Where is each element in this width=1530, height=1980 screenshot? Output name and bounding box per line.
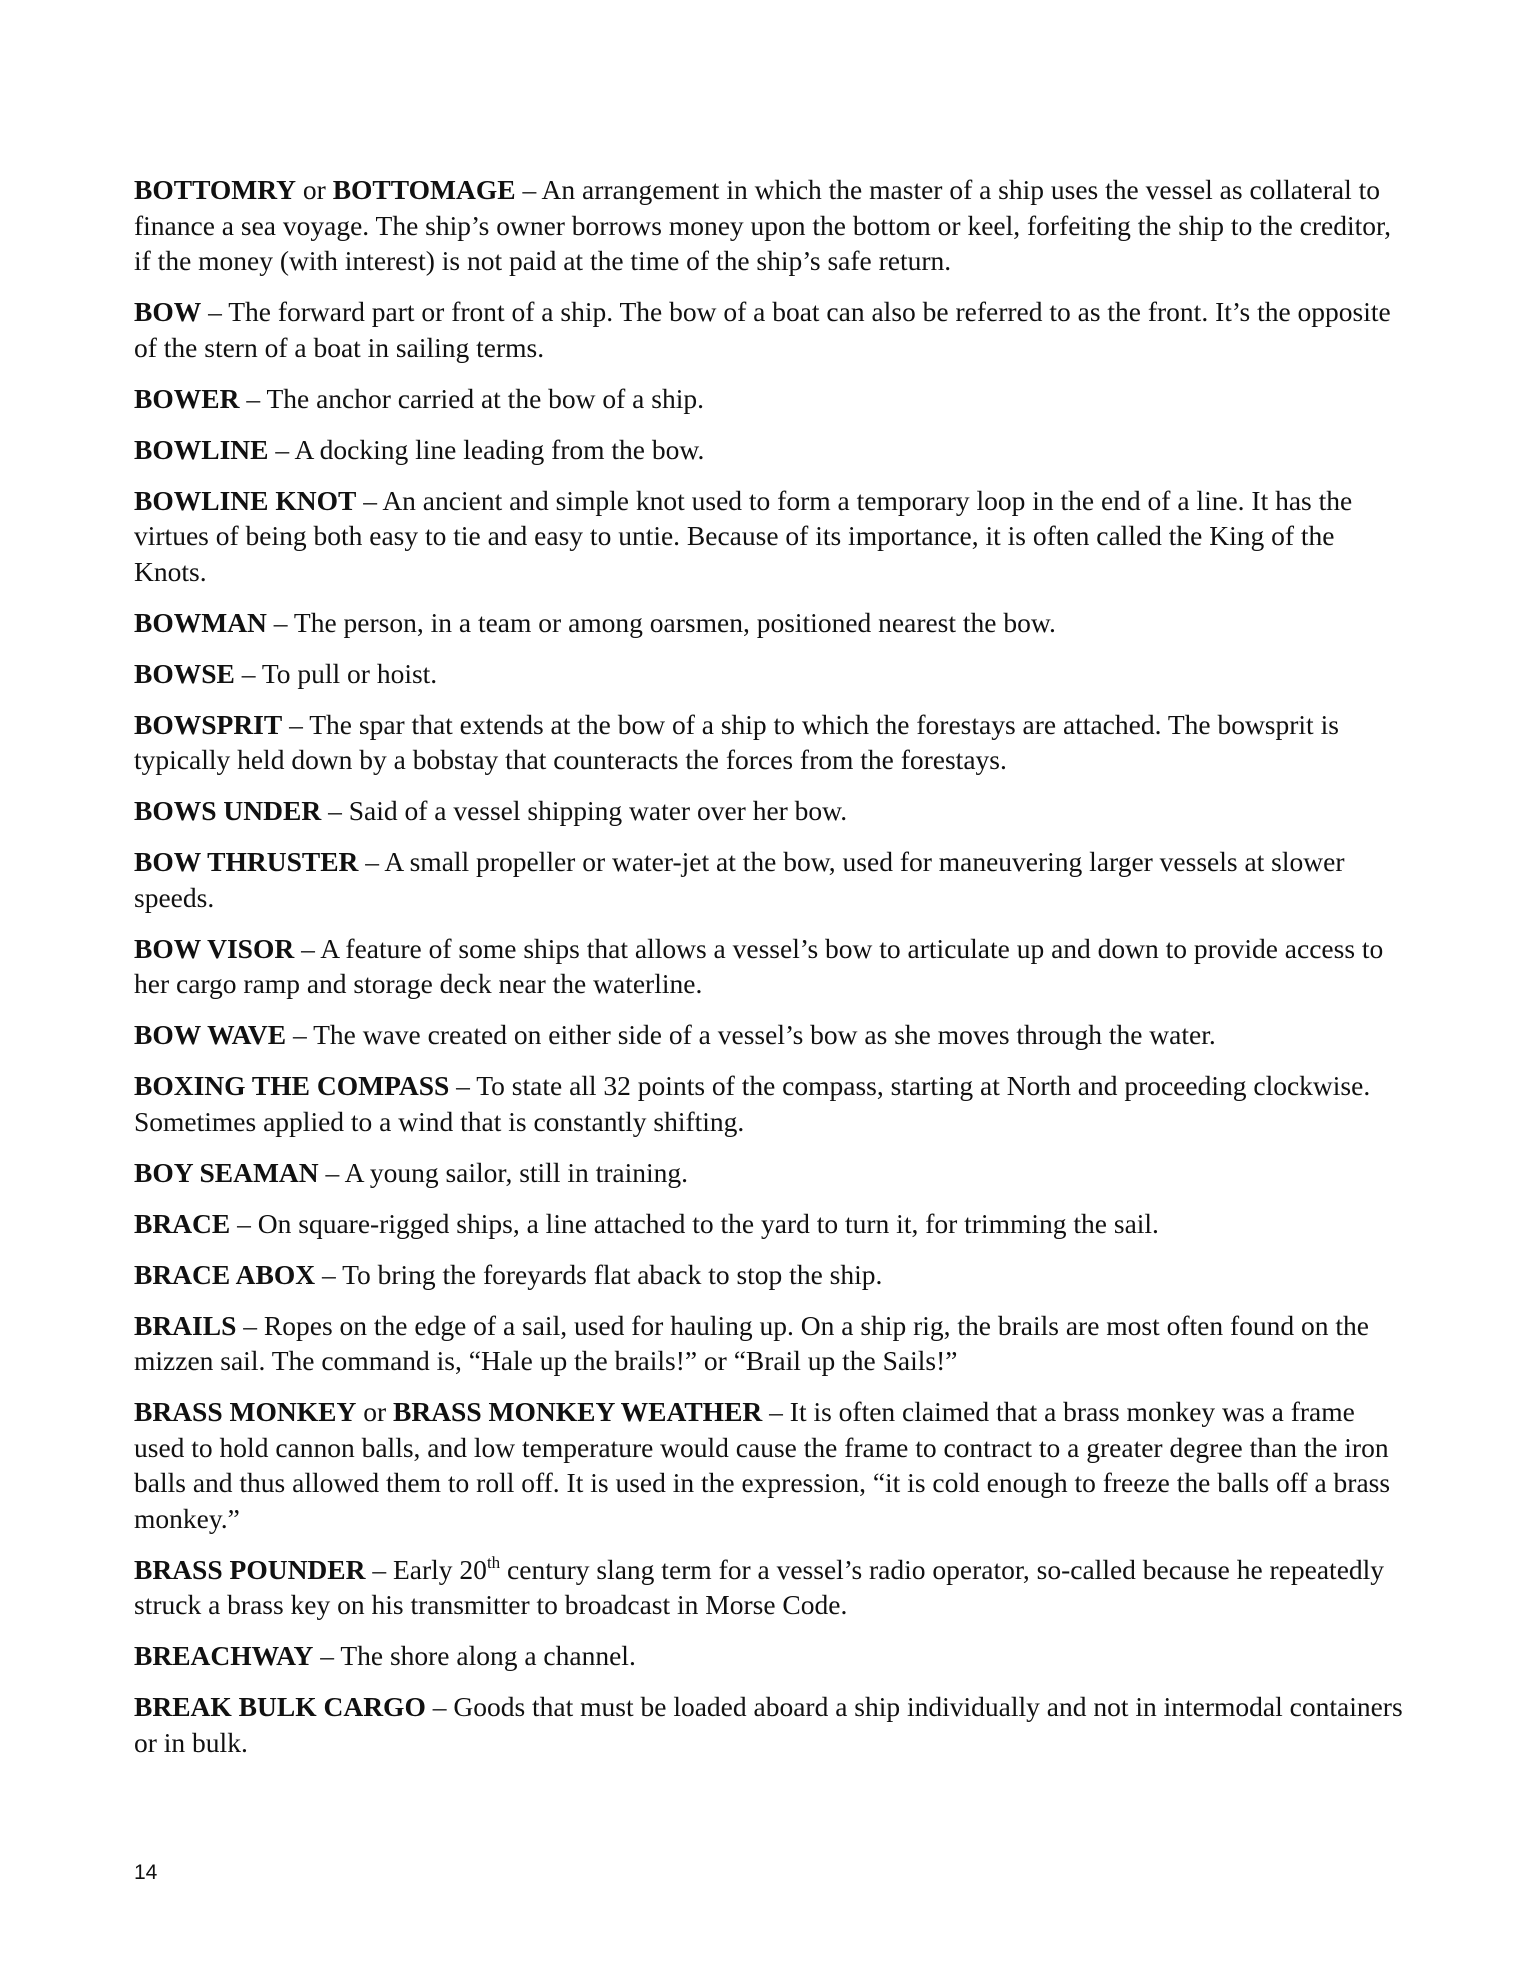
- definition-text: – Early 20: [365, 1553, 487, 1585]
- definition-text: – The anchor carried at the bow of a ship.: [239, 382, 704, 414]
- glossary-entry: [134, 1689, 1404, 1760]
- glossary-entry: [134, 1155, 1404, 1191]
- superscript-text: th: [486, 1552, 501, 1572]
- glossary-term: BRASS POUNDER: [134, 1553, 366, 1585]
- definition-text: – To bring the foreyards flat aback to stop the ship.: [315, 1258, 883, 1290]
- glossary-entry: [134, 381, 1404, 417]
- glossary-entry: [134, 483, 1404, 590]
- definition-text: – A young sailor, still in training.: [318, 1156, 689, 1188]
- definition-text: or: [296, 174, 333, 205]
- glossary-entry: [134, 656, 1404, 692]
- definition-text: – The person, in a team or among oarsmen, positioned nearest the bow.: [266, 606, 1056, 638]
- glossary-entry: [134, 844, 1404, 915]
- glossary-term: BREAK BULK CARGO: [134, 1691, 426, 1722]
- definition-text: – The shore along a channel.: [313, 1640, 636, 1671]
- definition-text: – To pull or hoist.: [234, 657, 438, 689]
- glossary-term: BOWSPRIT: [134, 708, 283, 740]
- glossary-term: BRASS MONKEY: [134, 1396, 357, 1427]
- definition-text: – A docking line leading from the bow.: [268, 433, 705, 465]
- page-number: 14: [134, 1861, 158, 1884]
- definition-text: – A feature of some ships that allows a vessel’s bow to articulate up and down to provide access to her cargo ramp and storage deck near the waterline.: [134, 932, 1384, 999]
- definition-text: – Said of a vessel shipping water over her bow.: [321, 795, 848, 826]
- glossary-term: BRACE ABOX: [134, 1258, 316, 1290]
- glossary-entry: [134, 931, 1404, 1002]
- definition-text: century slang term for a vessel’s radio operator, so-called because he repeatedly struck a brass key on his transmitter to broadcast in Morse Code.: [134, 1553, 1385, 1620]
- definition-text: – The forward part or front of a ship. The bow of a boat can also be referred to as the front. It’s the opposite of the stern of a boat in sailing terms.: [134, 296, 1391, 363]
- definition-text: – The wave created on either side of a vessel’s bow as she moves through the water.: [286, 1019, 1216, 1050]
- glossary-term: BRACE: [134, 1207, 231, 1239]
- glossary-term: BOWMAN: [134, 606, 267, 638]
- glossary-entry: [134, 605, 1404, 641]
- glossary-term: BOWLINE KNOT: [134, 484, 357, 516]
- glossary-term: BOWER: [134, 382, 240, 414]
- glossary-entry: [134, 432, 1404, 468]
- definition-text: – It is often claimed that a brass monkey was a frame used to hold cannon balls, and low temperature would cause the frame to contract to a greater degree than the iron balls and thus allowed them to roll off. It is used in the expression, “it is cold enough to freeze the balls off a brass monkey.”: [134, 1396, 1391, 1534]
- glossary-term: BOY SEAMAN: [134, 1156, 319, 1188]
- glossary-term: BOW WAVE: [134, 1019, 287, 1050]
- glossary-term: BOW VISOR: [134, 932, 295, 964]
- glossary-term: BRAILS: [134, 1309, 237, 1341]
- glossary-term: BOXING THE COMPASS: [134, 1070, 450, 1101]
- definition-text: – A small propeller or water-jet at the bow, used for maneuvering larger vessels at slower speeds.: [134, 846, 1345, 913]
- glossary-term: BOWS UNDER: [134, 795, 322, 826]
- glossary-term: BOWSE: [134, 657, 235, 689]
- glossary-entry: [134, 793, 1404, 829]
- glossary-entry: [134, 1257, 1404, 1293]
- glossary-entry: [134, 1394, 1404, 1536]
- definition-text: – The spar that extends at the bow of a ship to which the forestays are attached. The bowsprit is typically held down by a bobstay that counteracts the forces from the forestays.: [134, 708, 1339, 775]
- definition-text: – On square-rigged ships, a line attached to the yard to turn it, for trimming the sail.: [230, 1207, 1159, 1239]
- glossary-entry: [134, 294, 1404, 365]
- glossary-term: BOW THRUSTER: [134, 846, 359, 877]
- definition-text: – Ropes on the edge of a sail, used for hauling up. On a ship rig, the brails are most often found on the mizzen sail. The command is, “Hale up the brails!” or “Brail up the Sails!”: [134, 1309, 1370, 1376]
- glossary-term: BOWLINE: [134, 433, 269, 465]
- glossary-entry: [134, 1308, 1404, 1379]
- glossary-term: BOTTOMAGE: [332, 174, 516, 205]
- glossary-term: BRASS MONKEY WEATHER: [393, 1396, 763, 1427]
- glossary-entry: [134, 707, 1404, 778]
- glossary-entry: [134, 1017, 1404, 1053]
- glossary-term: BREACHWAY: [134, 1640, 314, 1671]
- definition-text: – An arrangement in which the master of a ship uses the vessel as collateral to finance a sea voyage. The ship’s owner borrows money upon the bottom or keel, forfeiting the ship to the creditor, if the money (with interest) is not paid at the time of the ship’s safe return.: [134, 174, 1391, 276]
- definition-text: – An ancient and simple knot used to form a temporary loop in the end of a line. It has the virtues of being both easy to tie and easy to untie. Because of its importance, it is often called the King of the Knots.: [134, 484, 1353, 587]
- definition-text: – To state all 32 points of the compass, starting at North and proceeding clockwise. Sometimes applied to a wind that is constantly shifting.: [134, 1070, 1371, 1137]
- glossary-entry: [134, 1068, 1404, 1139]
- glossary-entry: [134, 1638, 1404, 1674]
- glossary-entry: [134, 1206, 1404, 1242]
- definition-text: – Goods that must be loaded aboard a ship individually and not in intermodal containers or in bulk.: [134, 1691, 1403, 1758]
- glossary-term: BOTTOMRY: [134, 174, 297, 205]
- glossary-term: BOW: [134, 296, 202, 327]
- glossary-entry: [134, 1552, 1404, 1623]
- glossary-content: [134, 172, 1404, 1776]
- definition-text: or: [356, 1396, 393, 1427]
- glossary-entry: [134, 172, 1404, 279]
